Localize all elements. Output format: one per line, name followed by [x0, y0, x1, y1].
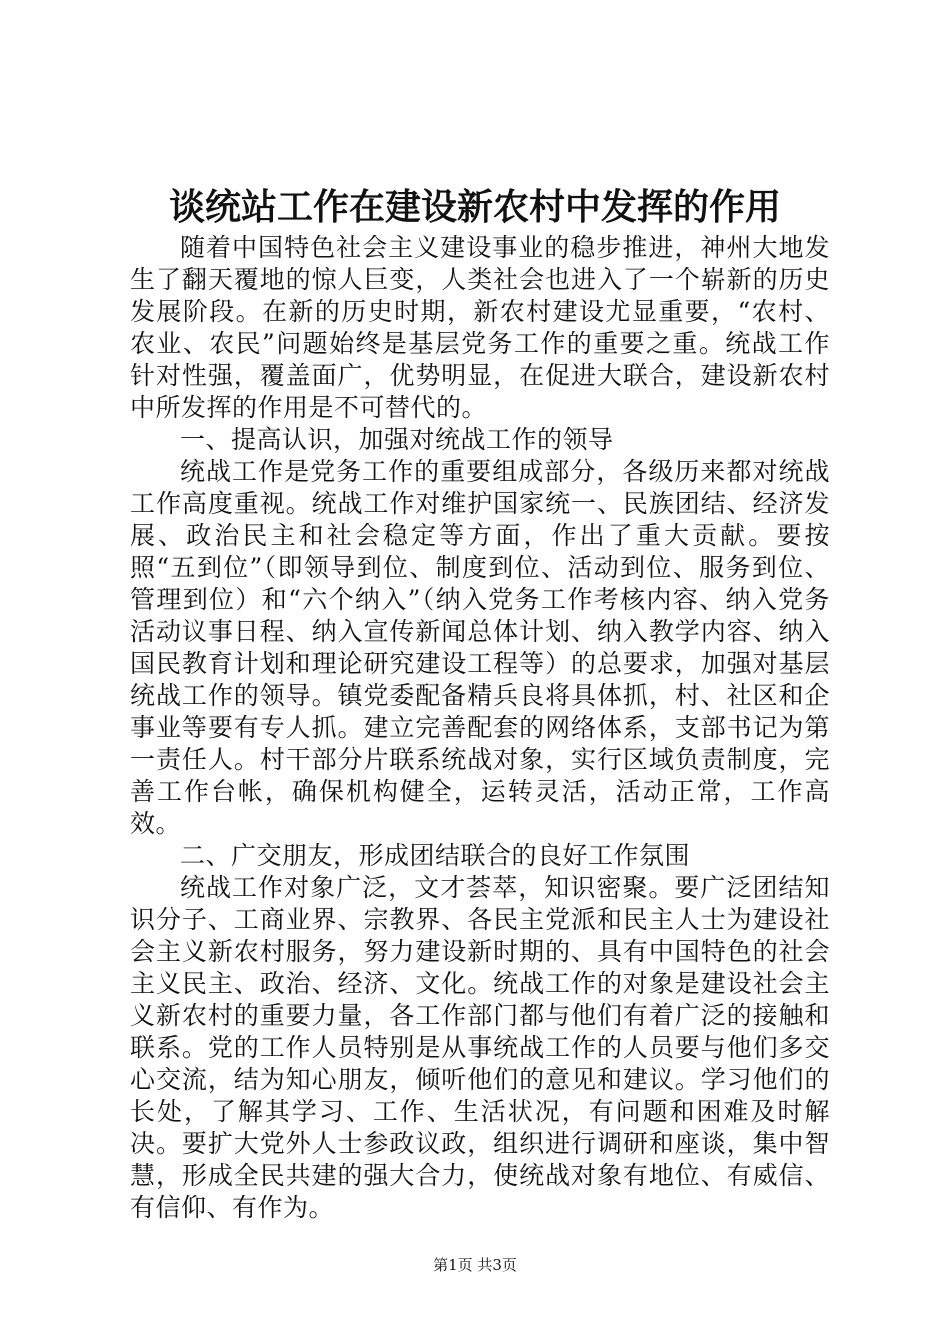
document-body — [130, 232, 830, 1224]
section-heading-2: 二、广交朋友，形成团结联合的良好工作氛围 — [180, 841, 691, 870]
section-heading-1: 一、提高认识，加强对统战工作的领导 — [180, 425, 614, 454]
page-number-footer: 第1页 共3页 — [433, 1256, 517, 1274]
document-title: 谈统站工作在建设新农村中发挥的作用 — [168, 187, 781, 228]
paragraph-section-2: 统战工作对象广泛，文才荟萃，知识密聚。要广泛团结知识分子、工商业界、宗教界、各民主党派和民主人士为建设社会主义新农村服务，努力建设新时期的、具有中国特色的社会主义民主、政治、经济、文化。统战工作的对象是建设社会主义新农村的重要力量，各工作部门都与他们有着广泛的接触和联系。党的工作人员特别是从事统战工作的人员要与他们多交心交流，结为知心朋友，倾听他们的意见和建议。学习他们的长处，了解其学习、工作、生活状况，有问题和困难及时解决。要扩大党外人士参政议政，组织进行调研和座谈，集中智慧，形成全民共建的强大合力，使统战对象有地位、有威信、有信仰、有作为。 — [130, 873, 830, 1222]
paragraph-section-1: 统战工作是党务工作的重要组成部分，各级历来都对统战工作高度重视。统战工作对维护国家统一、民族团结、经济发展、政治民主和社会稳定等方面，作出了重大贡献。要按照“五到位”（即领导到位、制度到位、活动到位、服务到位、管理到位）和“六个纳入”（纳入党务工作考核内容、纳入党务活动议事日程、纳入宣传新闻总体计划、纳入教学内容、纳入国民教育计划和理论研究建设工程等）的总要求，加强对基层统战工作的领导。镇党委配备精兵良将具体抓，村、社区和企事业等要有专人抓。建立完善配套的网络体系，支部书记为第一责任人。村干部分片联系统战对象，实行区域负责制度，完善工作台帐，确保机构健全，运转灵活，活动正常，工作高效。 — [130, 457, 830, 838]
paragraph-intro: 随着中国特色社会主义建设事业的稳步推进，神州大地发生了翻天覆地的惊人巨变，人类社会也进入了一个崭新的历史发展阶段。在新的历史时期，新农村建设尤显重要，“农村、农业、农民”问题始终是基层党务工作的重要之重。统战工作针对性强，覆盖面广，优势明显，在促进大联合，建设新农村中所发挥的作用是不可替代的。 — [130, 233, 830, 422]
